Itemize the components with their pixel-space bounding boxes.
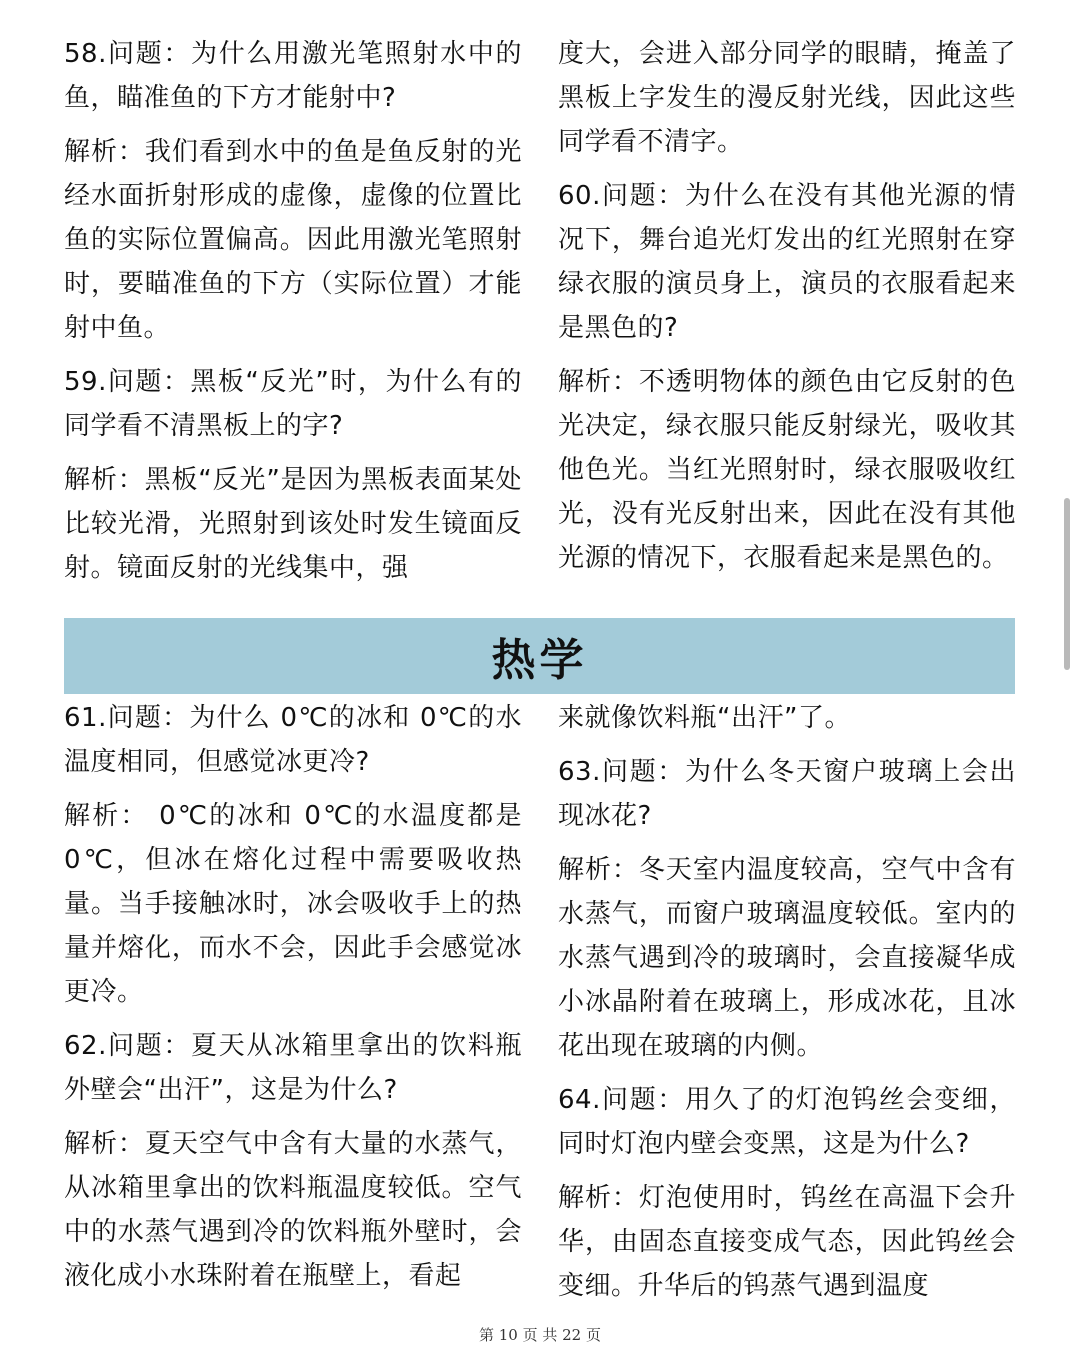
question-64: 64.问题：用久了的灯泡钨丝会变细，同时灯泡内壁会变黑，这是为什么?	[558, 1085, 1016, 1159]
answer-58: 解析：我们看到水中的鱼是鱼反射的光经水面折射形成的虚像，虚像的位置比鱼的实际位置偏高。因此用激光笔照射时，要瞄准鱼的下方（实际位置）才能射中鱼。	[64, 137, 522, 343]
question-62: 62.问题：夏天从冰箱里拿出的饮料瓶外壁会“出汗”，这是为什么?	[64, 1031, 522, 1105]
column-bottom-right	[558, 696, 1016, 1306]
column-top-left	[64, 32, 522, 612]
section-banner	[64, 618, 1015, 694]
question-58: 58.问题：为什么用激光笔照射水中的鱼，瞄准鱼的下方才能射中?	[64, 39, 522, 113]
answer-59-part1: 解析：黑板“反光”是因为黑板表面某处比较光滑，光照射到该处时发生镜面反射。镜面反射的光线集中，强	[64, 465, 522, 583]
section-title: 热学	[491, 635, 588, 686]
column-bottom-left	[64, 696, 522, 1296]
answer-62-part1: 解析：夏天空气中含有大量的水蒸气，从冰箱里拿出的饮料瓶温度较低。空气中的水蒸气遇到冷的饮料瓶外壁时，会液化成小水珠附着在瓶壁上，看起	[64, 1129, 522, 1291]
question-61: 61.问题：为什么 0℃的冰和 0℃的水温度相同，但感觉冰更冷?	[64, 703, 522, 777]
question-63: 63.问题：为什么冬天窗户玻璃上会出现冰花?	[558, 757, 1016, 831]
answer-60: 解析：不透明物体的颜色由它反射的色光决定，绿衣服只能反射绿光，吸收其他色光。当红光照射时，绿衣服吸收红光，没有光反射出来，因此在没有其他光源的情况下，衣服看起来是黑色的。	[558, 367, 1016, 573]
answer-61: 解析： 0℃的冰和 0℃的水温度都是0℃，但冰在熔化过程中需要吸收热量。当手接触冰时，冰会吸收手上的热量并熔化，而水不会，因此手会感觉冰更冷。	[64, 801, 522, 1007]
page-number: 第 10 页 共 22 页	[478, 1326, 601, 1344]
column-top-right	[558, 32, 1016, 618]
question-59: 59.问题：黑板“反光”时，为什么有的同学看不清黑板上的字?	[64, 367, 522, 441]
answer-63: 解析：冬天室内温度较高，空气中含有水蒸气，而窗户玻璃温度较低。室内的水蒸气遇到冷的玻璃时，会直接凝华成小冰晶附着在玻璃上，形成冰花，且冰花出现在玻璃的内侧。	[558, 855, 1016, 1061]
question-60: 60.问题：为什么在没有其他光源的情况下，舞台追光灯发出的红光照射在穿绿衣服的演员身上，演员的衣服看起来是黑色的?	[558, 181, 1016, 343]
answer-59-part2: 度大，会进入部分同学的眼睛，掩盖了黑板上字发生的漫反射光线，因此这些同学看不清字。	[558, 39, 1016, 157]
answer-62-part2: 来就像饮料瓶“出汗”了。	[558, 703, 851, 733]
scrollbar-thumb[interactable]	[1064, 498, 1070, 670]
answer-64-part1: 解析：灯泡使用时，钨丝在高温下会升华，由固态直接变成气态，因此钨丝会变细。升华后的钨蒸气遇到温度	[558, 1183, 1016, 1301]
